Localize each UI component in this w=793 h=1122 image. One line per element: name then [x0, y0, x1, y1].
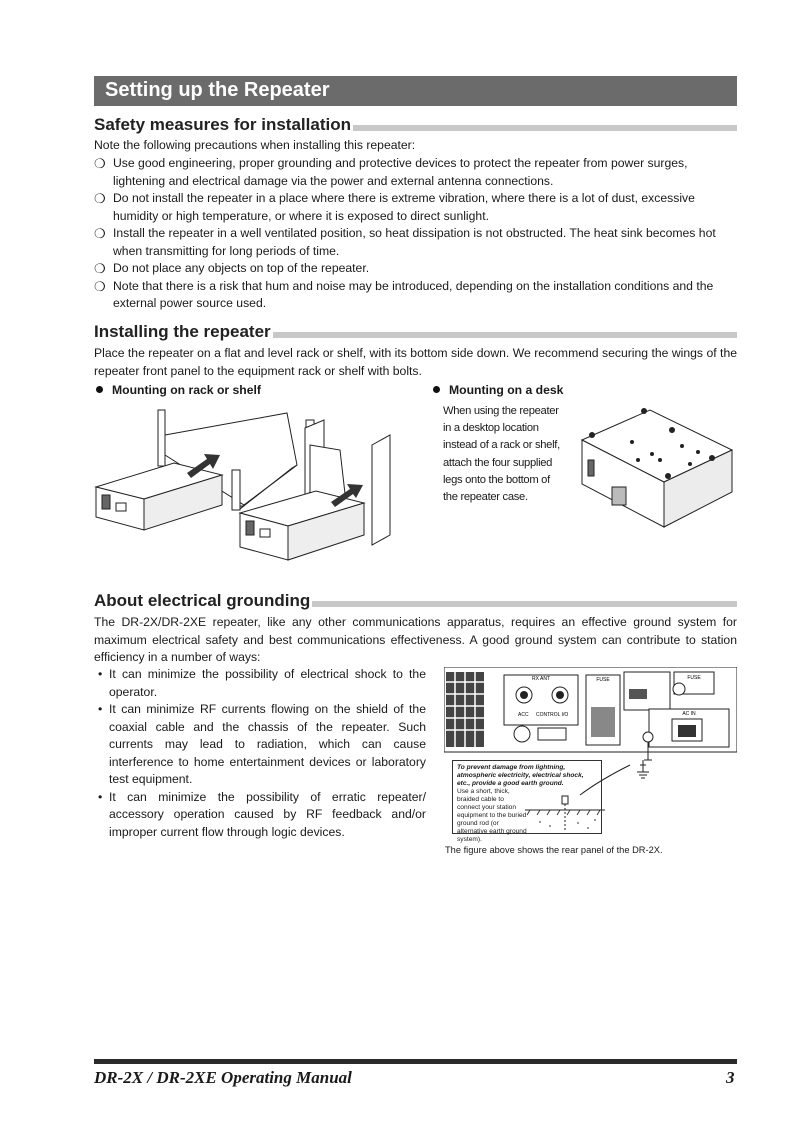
- bullet-dot-icon: [96, 386, 103, 393]
- control-io-label: CONTROL I/O: [536, 712, 569, 718]
- installing-heading: Installing the repeater: [94, 322, 271, 341]
- banner-title: Setting up the Repeater: [105, 79, 330, 101]
- fuse-label: FUSE: [687, 675, 701, 681]
- rack-mount-illustration: [92, 405, 392, 575]
- safety-item: ❍ Note that there is a risk that hum and noise may be introduced, depending on the installation conditions and the external power source used.: [94, 278, 714, 310]
- footer-rule: [94, 1059, 737, 1064]
- bullet-dot-icon: [433, 386, 440, 393]
- desk-subheading: Mounting on a desk: [433, 383, 563, 397]
- grounding-heading: About electrical grounding: [94, 591, 311, 610]
- ground-note-instructions: Use a short, thick, braided cable to connect your station equipment to the buried ground rod (or alternative earth ground system).: [457, 788, 527, 843]
- fuse-label: FUSE: [596, 677, 610, 683]
- grounding-body: The DR-2X/DR-2XE repeater, like any other communications apparatus, requires an effective ground system for maximum electrical safety and best communications effectiveness. A good ground system can contribute to station efficiency in a number of ways:: [94, 615, 737, 664]
- safety-item: ❍ Use good engineering, proper grounding and protective devices to protect the repeater from power surges, lightening and electrical damage via the power and external antenna connections.: [94, 156, 688, 188]
- installing-heading-bar: [94, 322, 737, 344]
- grounding-item: • It can minimize RF currents flowing on the shield of the coaxial cable and the chassis of the repeater. Such currents may lead to radiation, which can cause interference to home entertainment devices or laboratory test equipment.: [98, 702, 426, 786]
- rack-subheading: Mounting on rack or shelf: [96, 383, 261, 397]
- grounding-heading-bar: [94, 591, 737, 613]
- bullet-icon: •: [98, 702, 103, 716]
- safety-intro: Note the following precautions when installing this repeater:: [94, 138, 416, 152]
- circle-bullet-icon: ❍: [94, 278, 106, 294]
- ground-note-warning: To prevent damage from lightning, atmospheric electricity, electrical shock, etc., provide a good earth ground.: [457, 764, 584, 787]
- safety-item: ❍ Do not install the repeater in a place where there is extreme vibration, where there is a lot of dust, excessive humidity or high temperature, or where it is exposed to direct sunlight.: [94, 191, 695, 223]
- grounding-item: • It can minimize the possibility of electrical shock to the operator.: [98, 667, 426, 699]
- footer-page-number: 3: [726, 1068, 735, 1087]
- installing-body: Place the repeater on a flat and level rack or shelf, with its bottom side down. We recommend securing the wings of the repeater front panel to the equipment rack or shelf with bolts.: [94, 346, 737, 378]
- grounding-list: [94, 666, 426, 841]
- circle-bullet-icon: ❍: [94, 156, 106, 171]
- safety-list: [94, 155, 737, 313]
- acc-label: ACC: [518, 712, 529, 718]
- bullet-icon: •: [98, 789, 103, 804]
- footer-manual-title: DR-2X / DR-2XE Operating Manual: [94, 1068, 352, 1087]
- bullet-icon: •: [98, 667, 103, 681]
- rx-ant-label: RX ANT: [531, 676, 551, 682]
- circle-bullet-icon: ❍: [94, 226, 106, 241]
- ground-rod-illustration: [520, 760, 660, 835]
- circle-bullet-icon: ❍: [94, 191, 106, 206]
- safety-item: ❍ Install the repeater in a well ventilated position, so heat dissipation is not obstructed. The heat sink becomes hot when transmitting for long periods of time.: [94, 226, 716, 258]
- rear-panel-illustration: [444, 667, 737, 762]
- circle-bullet-icon: ❍: [94, 261, 106, 276]
- desk-text: When using the repeater in a desktop location instead of a rack or shelf, attach the four supplied legs onto the bottom of the repeater case.: [443, 405, 560, 504]
- ac-in-label: AC IN: [682, 711, 696, 717]
- grounding-item: • It can minimize the possibility of erratic repeater/ accessory operation caused by RF feedback and/or improper current flow through logic devices.: [98, 789, 426, 839]
- safety-heading: Safety measures for installation: [94, 115, 351, 134]
- figure-caption: The figure above shows the rear panel of the DR-2X.: [445, 845, 663, 855]
- desk-mount-illustration: [572, 402, 737, 532]
- ground-terminal-icon: [643, 732, 653, 742]
- safety-heading-bar: [94, 115, 737, 137]
- safety-item: ❍ Do not place any objects on top of the repeater.: [94, 261, 370, 276]
- page-banner: [94, 76, 737, 106]
